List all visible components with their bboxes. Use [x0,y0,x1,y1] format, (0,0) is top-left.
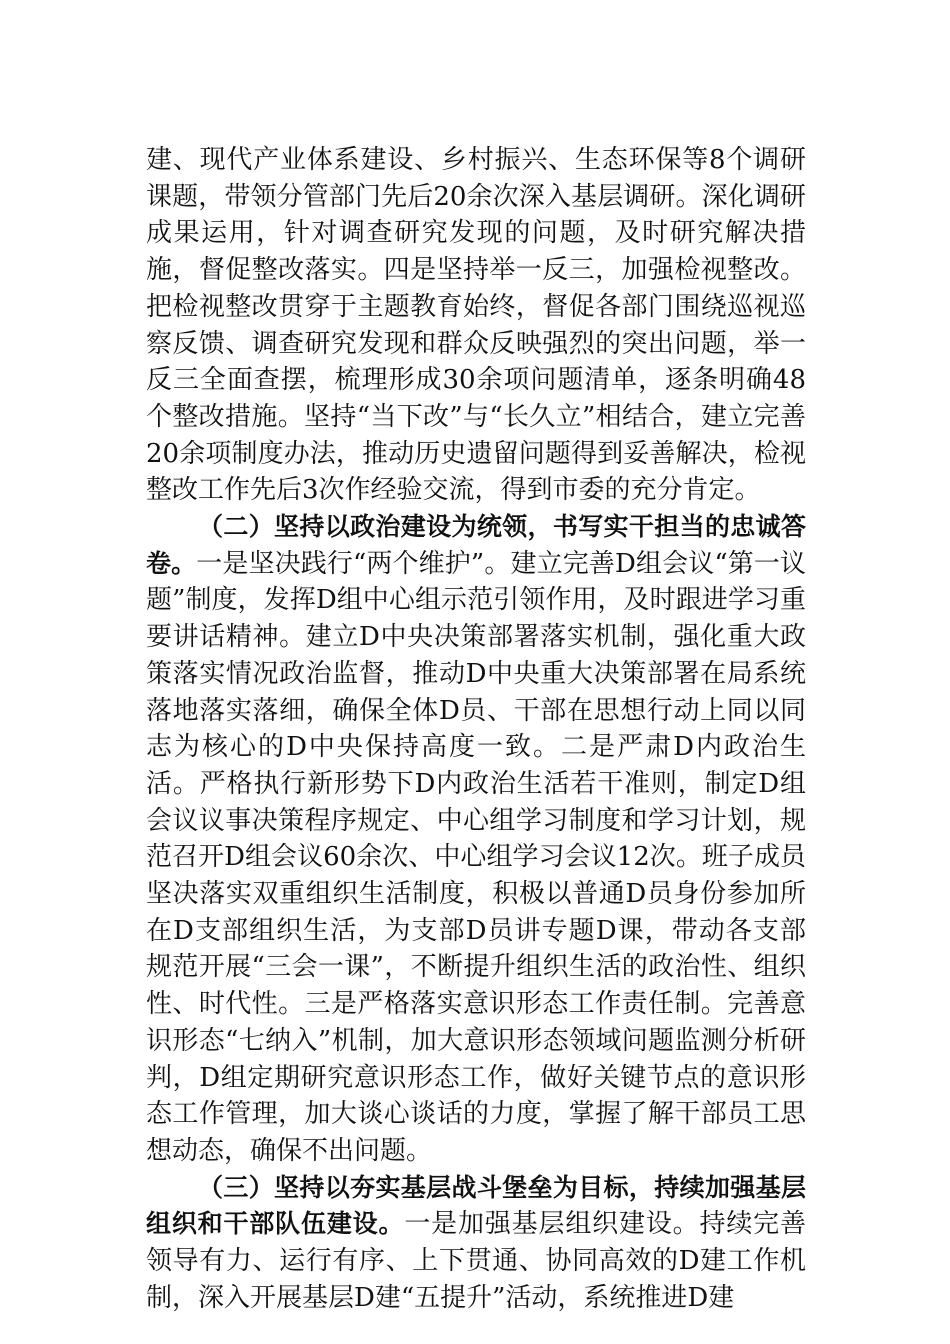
paragraph-2 [146,509,806,1170]
paragraph-3-heading: （三）坚持以夯实基层战斗堡垒为目标，持续加强基层组织和干部队伍建设。 [146,1172,806,1239]
paragraph-1-body: 建、现代产业体系建设、乡村振兴、生态环保等8个调研课题，带领分管部门先后20余次深入基层调研。深化调研成果运用，针对调查研究发现的问题，及时研究解决措施，督促整改落实。四是坚持举一反三，加强检视整改。把检视整改贯穿于主题教育始终，督促各部门围绕巡视巡察反馈、调查研究发现和群众反映强烈的突出问题，举一反三全面查摆，梳理形成30余项问题清单，逐条明确48个整改措施。坚持“当下改”与“长久立”相结合，建立完善20余项制度办法，推动历史遗留问题得到妥善解决，检视整改工作先后3次作经验交流，得到市委的充分肯定。 [146,145,806,506]
document-body [146,142,806,1317]
paragraph-1 [146,142,806,509]
paragraph-2-body: 一是坚决践行“两个维护”。建立完善D组会议“第一议题”制度，发挥D组中心组示范引领作用，及时跟进学习重要讲话精神。建立D中央决策部署落实机制，强化重大政策落实情况政治监督，推动D中央重大决策部署在局系统落地落实落细，确保全体D员、干部在思想行动上同以同志为核心的D中央保持高度一致。二是严肃D内政治生活。严格执行新形势下D内政治生活若干准则，制定D组会议议事决策程序规定、中心组学习制度和学习计划，规范召开D组会议60余次、中心组学习会议12次。班子成员坚决落实双重组织生活制度，积极以普通D员身份参加所在D支部组织生活，为支部D员讲专题D课，带动各支部规范开展“三会一课”，不断提升组织生活的政治性、组织性、时代性。三是严格落实意识形态工作责任制。完善意识形态“七纳入”机制，加大意识形态领域问题监测分析研判，D组定期研究意识形态工作，做好关键节点的意识形态工作管理，加大谈心谈话的力度，掌握了解干部员工思想动态，确保不出问题。 [146,548,806,1166]
paragraph-3 [146,1170,806,1317]
paragraph-3-body: 一是加强基层组织建设。持续完善领导有力、运行有序、上下贯通、协同高效的D建工作机制，深入开展基层D建“五提升”活动，系统推进D建 [146,1209,806,1313]
paragraph-2-heading: （二）坚持以政治建设为统领，书写实干担当的忠诚答卷。 [146,512,806,578]
